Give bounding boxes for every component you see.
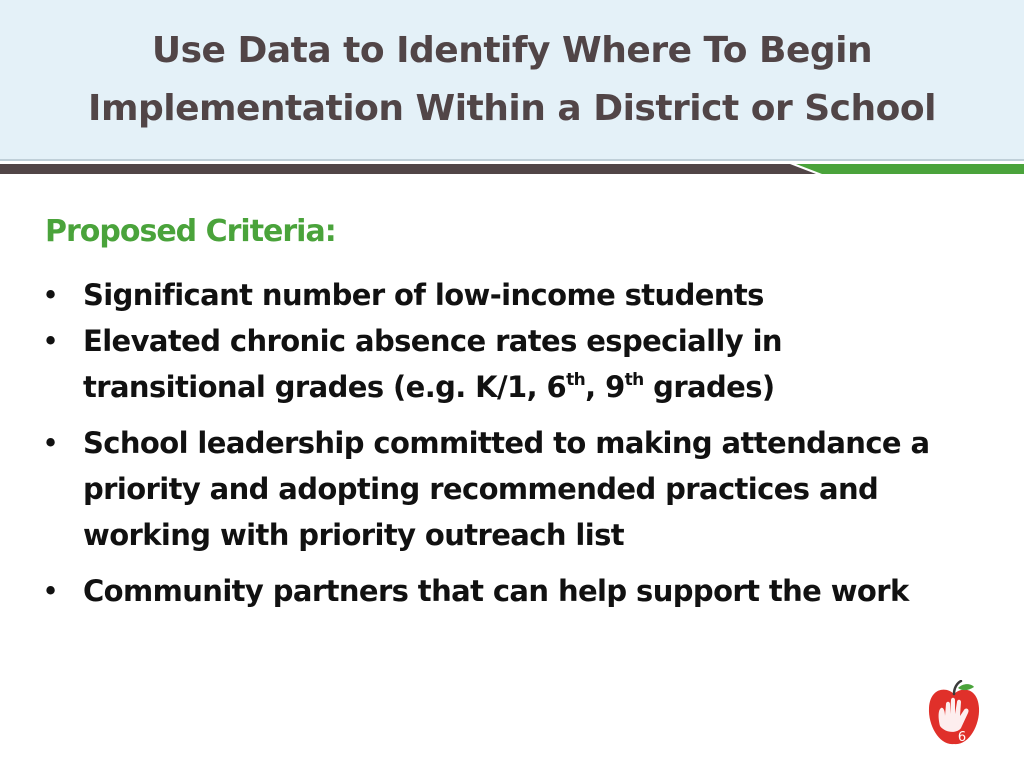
superscript-th-2: th (624, 370, 644, 390)
divider-dark-segment (0, 164, 816, 174)
title-line-2: Implementation Within a District or School (88, 88, 936, 129)
bullet-text-line-2a: transitional grades (e.g. K/1, 6 (83, 370, 567, 404)
bullet-text-line-2b: , 9 (585, 370, 625, 404)
bullet-text: Community partners that can help support the work (83, 574, 909, 608)
superscript-th-1: th (566, 370, 586, 390)
bullet-text-line-2c: grades) (643, 370, 775, 404)
page-number: 6 (957, 730, 967, 745)
title-divider-bar (0, 164, 1024, 174)
list-item (40, 568, 1000, 614)
bullet-text: Significant number of low-income students (83, 278, 764, 312)
criteria-heading: Proposed Criteria: (45, 214, 336, 249)
list-item (40, 272, 1000, 318)
slide-title (0, 22, 1024, 138)
divider-bar-graphic (0, 164, 1024, 174)
criteria-list (40, 272, 1000, 624)
bullet-text-line-1: Elevated chronic absence rates especially in (83, 324, 782, 358)
title-line-1: Use Data to Identify Where To Begin (151, 30, 873, 71)
list-item (40, 420, 1000, 558)
divider-green-segment (796, 164, 1024, 174)
bullet-text: School leadership committed to making attendance a priority and adopting recommended practices and working with priority outreach list (83, 426, 930, 552)
title-divider-thin (0, 159, 1024, 161)
list-item (40, 318, 1000, 410)
apple-leaf (958, 684, 974, 690)
